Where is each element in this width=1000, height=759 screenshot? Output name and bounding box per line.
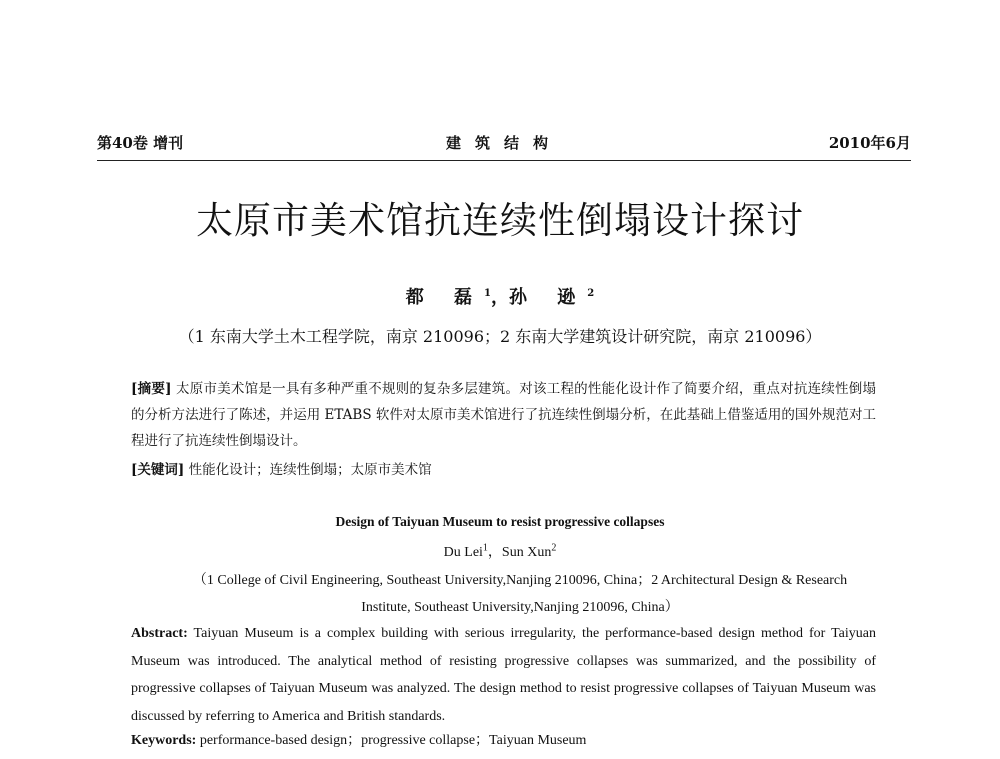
paper-title-en: Design of Taiyuan Museum to resist progressive collapses	[335, 514, 665, 529]
journal-name: 建筑结构	[445, 134, 562, 152]
affiliation-en	[160, 567, 880, 621]
author-2-sup: 2	[587, 288, 595, 299]
authors-cn	[0, 283, 1000, 309]
abstract-cn-label: [摘要]	[131, 381, 172, 397]
paper-title-cn: 太原市美术馆抗连续性倒塌设计探讨	[196, 199, 804, 242]
author-1-en: Du Lei	[443, 545, 483, 560]
author-1-en-sup: 1	[482, 542, 488, 554]
keywords-en-text: performance-based design；progressive collapse；Taiyuan Museum	[199, 733, 587, 748]
author-1-cn: 都 磊	[405, 287, 485, 308]
volume-issue: 第40卷 增刊	[97, 134, 184, 152]
author-2-en-sup: 2	[551, 542, 557, 554]
author-en-separator: ，	[487, 545, 502, 560]
affiliation-cn: （1 东南大学土木工程学院，南京 210096；2 东南大学建筑设计研究院，南京 210096）	[178, 327, 822, 346]
abstract-en-label: Abstract:	[131, 626, 188, 641]
author-2-cn: 孙 逊	[509, 287, 588, 308]
keywords-en-label: Keywords:	[131, 733, 197, 748]
keywords-cn-label: [关键词]	[131, 462, 185, 478]
abstract-en	[131, 620, 876, 730]
author-2-en: Sun Xun	[501, 545, 552, 560]
author-1-sup: 1	[484, 288, 491, 299]
header-rule	[97, 160, 911, 161]
keywords-cn-text: 性能化设计；连续性倒塌；太原市美术馆	[188, 462, 432, 478]
affiliation-en-line2: Institute, Southeast University,Nanjing 210096, China）	[361, 600, 679, 615]
authors-en	[0, 541, 1000, 561]
running-header	[97, 132, 911, 156]
abstract-cn-text: 太原市美术馆是一具有多种严重不规则的复杂多层建筑。对该工程的性能化设计作了简要介绍，重点对抗连续性倒塌的分析方法进行了陈述，并运用 ETABS 软件对太原市美术馆进行了抗连续性倒塌分析，在此基础上借鉴适用的国外规范对工程进行了抗连续性倒塌设计。	[131, 381, 877, 449]
abstract-en-text: Taiyuan Museum is a complex building with serious irregularity, the performance-based design method for Taiyuan Museum was introduced. The analytical method of resisting progressive collapses was summarized, and the possibility of progressive collapses of Taiyuan Museum was analyzed. The design method to resist progressive collapses of Taiyuan Museum was discussed by referring to America and British standards.	[131, 626, 876, 724]
affiliation-en-line1: （1 College of Civil Engineering, Southeast University,Nanjing 210096, China；2 Architectural Design & Research	[192, 573, 848, 588]
author-separator: ，	[491, 287, 509, 308]
issue-date: 2010年6月	[828, 134, 911, 152]
abstract-cn	[131, 376, 876, 454]
keywords-en	[131, 729, 876, 749]
keywords-cn	[131, 458, 876, 478]
